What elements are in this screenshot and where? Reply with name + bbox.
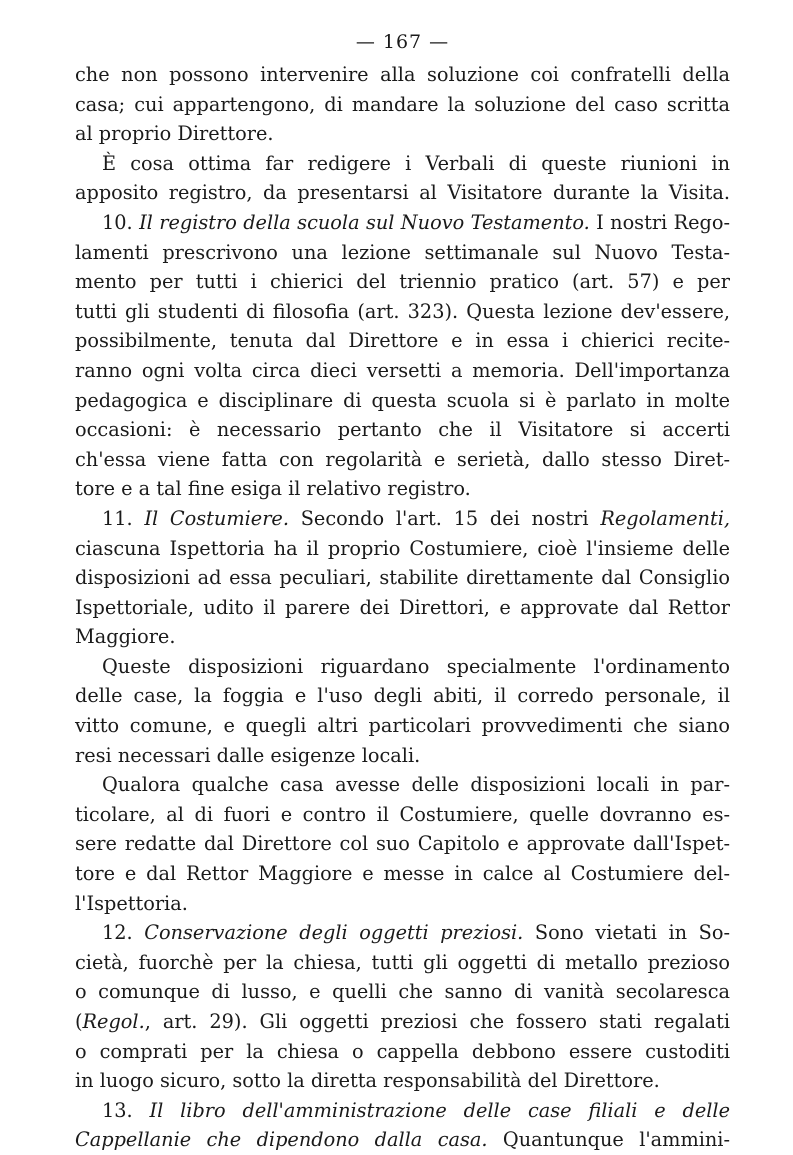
section-10: [75, 208, 730, 504]
text-line: tore e dal Rettor Maggiore e messe in calce al Costumiere del-: [75, 862, 730, 886]
text-line: ch'essa viene fatta con regolarità e serietà, dallo stesso Diret-: [75, 447, 730, 471]
section-number: 11.: [102, 506, 133, 530]
text-line: o comprati per la chiesa o cappella debbono essere custoditi: [75, 1039, 730, 1063]
text-line: l'Ispettoria.: [75, 891, 188, 915]
text-line: occasioni: è necessario pertanto che il Visitatore si accerti: [75, 418, 730, 442]
section-12: [75, 918, 730, 1096]
text-line: al proprio Direttore.: [75, 122, 274, 146]
text-fragment: Secondo l'art. 15 dei nostri: [288, 506, 601, 530]
text-line: [75, 1096, 730, 1126]
text-line: [75, 1125, 730, 1155]
text-line: possibilmente, tenuta dal Direttore e in essa i chierici recite-: [75, 329, 730, 353]
section-number: 13.: [102, 1098, 133, 1122]
document-page: [75, 28, 730, 1155]
text-line: vitto comune, e quegli altri particolari provvedimenti che siano: [75, 714, 730, 738]
text-line: lamenti prescrivono una lezione settimanale sul Nuovo Testa-: [75, 240, 730, 264]
text-fragment: I nostri Rego-: [589, 210, 730, 234]
text-line: ciascuna Ispettoria ha il proprio Costumiere, cioè l'insieme delle: [75, 536, 730, 560]
section-title: Cappellanie che dipendono dalla casa.: [75, 1128, 488, 1152]
text-line: [75, 918, 730, 948]
text-line: mento per tutti i chierici del triennio pratico (art. 57) e per: [75, 270, 730, 294]
text-fragment: Quantunque l'ammini-: [487, 1128, 730, 1152]
text-line: o comunque di lusso, e quelli che sanno di vanità secolaresca: [75, 980, 730, 1004]
text-line: Maggiore.: [75, 625, 176, 649]
section-title: Il Costumiere.: [144, 506, 289, 530]
text-line: apposito registro, da presentarsi al Visitatore durante la Visita.: [75, 181, 730, 205]
text-line: Qualora qualche casa avesse delle disposizioni locali in par-: [102, 773, 730, 797]
section-13: [75, 1096, 730, 1155]
text-line: pedagogica e disciplinare di questa scuola si è parlato in molte: [75, 388, 730, 412]
text-line: ranno ogni volta circa dieci versetti a memoria. Dell'importanza: [75, 358, 730, 382]
text-line: sere redatte dal Direttore col suo Capitolo e approvate dall'Ispet-: [75, 832, 730, 856]
text-line: tore e a tal fine esiga il relativo registro.: [75, 477, 471, 501]
section-11: [75, 504, 730, 652]
section-number: 12.: [102, 921, 133, 945]
paragraph: [75, 60, 730, 149]
section-title: Conservazione degli oggetti preziosi.: [144, 921, 524, 945]
paragraph: [75, 770, 730, 918]
section-number: 10.: [102, 210, 133, 234]
text-fragment: (: [75, 1010, 83, 1033]
text-line: disposizioni ad essa peculiari, stabilite direttamente dal Consiglio: [75, 566, 730, 590]
section-title: Il registro della scuola sul Nuovo Testamento.: [139, 210, 590, 234]
text-line: [75, 1007, 730, 1037]
text-line: cietà, fuorchè per la chiesa, tutti gli oggetti di metallo prezioso: [75, 950, 730, 974]
text-fragment: Sono vietati in So-: [523, 921, 730, 945]
text-line: che non possono intervenire alla soluzione coi confratelli della: [75, 63, 730, 86]
paragraph: [75, 652, 730, 770]
text-fragment: , art. 29). Gli oggetti preziosi che fossero stati regalati: [144, 1010, 730, 1033]
text-line: È cosa ottima far redigere i Verbali di queste riunioni in: [102, 151, 730, 175]
page-number: — 167 —: [355, 31, 450, 53]
text-fragment-italic: Regolamenti,: [600, 506, 731, 530]
paragraph: [75, 149, 730, 208]
text-line: Ispettoriale, udito il parere dei Direttori, e approvate dal Rettor: [75, 595, 730, 619]
text-line: casa; cui appartengono, di mandare la soluzione del caso scritta: [75, 92, 730, 116]
text-line: resi necessari dalle esigenze locali.: [75, 743, 421, 767]
text-line: [75, 208, 730, 238]
text-line: ticolare, al di fuori e contro il Costumiere, quelle dovranno es-: [75, 802, 730, 826]
section-title: Il libro dell'amministrazione delle case filiali e delle: [149, 1098, 730, 1122]
text-line: Queste disposizioni riguardano specialmente l'ordinamento: [102, 654, 730, 678]
text-line: delle case, la foggia e l'uso degli abiti, il corredo personale, il: [75, 684, 730, 708]
text-line: [75, 504, 730, 534]
text-line: tutti gli studenti di filosofia (art. 323). Questa lezione dev'essere,: [75, 299, 730, 323]
text-fragment-italic: Regol.: [82, 1010, 145, 1033]
text-line: in luogo sicuro, sotto la diretta responsabilità del Direttore.: [75, 1069, 660, 1093]
